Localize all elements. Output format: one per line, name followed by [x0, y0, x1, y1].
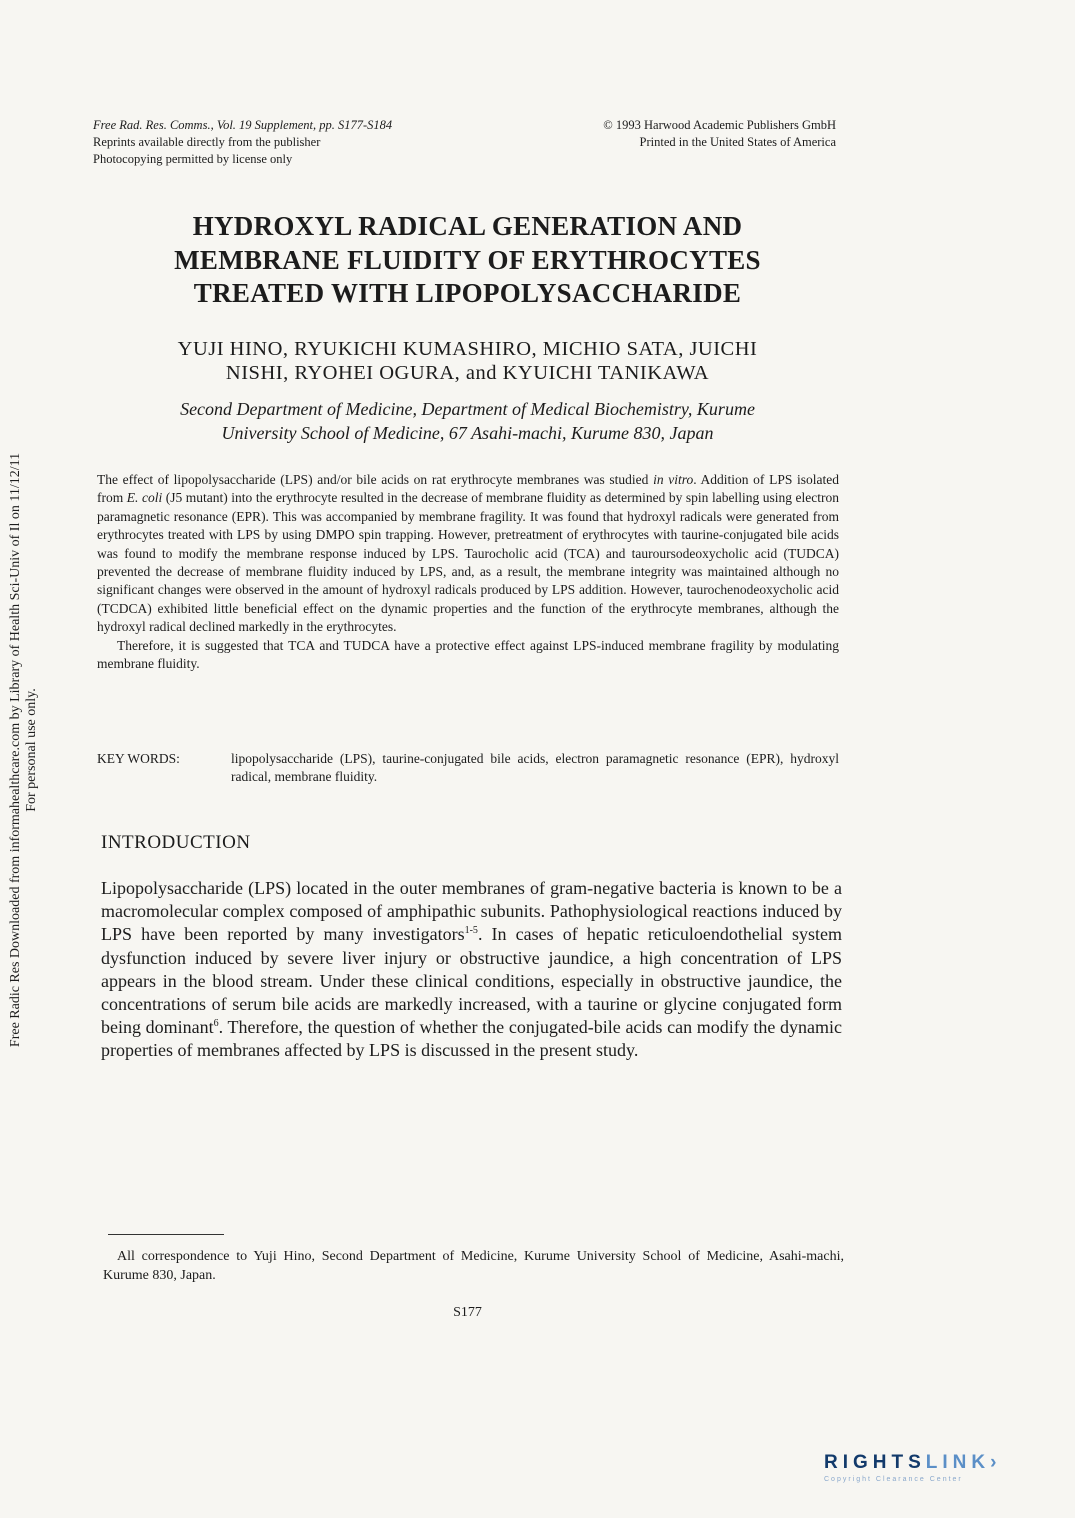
correspondence-footnote: All correspondence to Yuji Hino, Second Department of Medicine, Kurume University School of Medicine, Asahi-machi, Kurume 830, Japan. — [103, 1249, 844, 1283]
title-line-3: TREATED WITH LIPOPOLYSACCHARIDE — [193, 278, 742, 308]
author-list — [60, 337, 875, 385]
introduction-paragraph: Lipopolysaccharide (LPS) located in the outer membranes of gram-negative bacteria is known to be a macromolecular complex composed of amphipathic subunits. Pathophysiological reactions induced by LPS have been reported by many investigators$^{1-5}$. In cases of hepatic reticuloendothelial system dysfunction induced by severe liver injury or obstructive jaundice, a high concentration of LPS appears in the blood stream. Under these clinical conditions, especially in obstructive jaundice, the concentrations of serum bile acids are markedly increased, with a taurine or glycine conjugated form being dominant$^6$. Therefore, the question of whether the conjugated-bile acids can modify the dynamic properties of membranes affected by LPS is discussed in the present study. — [101, 878, 843, 1061]
affiliation-line-1: Second Department of Medicine, Department of Medical Biochemistry, Kurume — [180, 399, 755, 419]
journal-citation-line-2: Reprints available directly from the publisher — [93, 135, 321, 149]
download-note-line-2: For personal use only. — [24, 688, 39, 812]
citation-ref-6: 6 — [213, 1018, 219, 1030]
affiliation — [60, 397, 875, 445]
title-line-1: HYDROXYL RADICAL GENERATION AND — [192, 211, 743, 241]
author-line-2: NISHI, RYOHEI OGURA, and KYUICHI TANIKAWA — [225, 362, 710, 384]
download-note-line-1: Free Radic Res Downloaded from informahealthcare.com by Library of Health Sci-Univ of Il on 11/12/11 — [8, 452, 23, 1048]
keywords-label: KEY WORDS: — [97, 751, 180, 766]
publisher-notice-line-2: Printed in the United States of America — [639, 135, 836, 149]
abstract — [97, 471, 839, 673]
page-number: S177 — [453, 1305, 482, 1320]
abstract-paragraph-1: The effect of lipopolysaccharide (LPS) and/or bile acids on rat erythrocyte membranes was studied in vitro. Addition of LPS isolated from E. coli (J5 mutant) into the erythrocyte resulted in the decrease of membrane fluidity as determined by spin labelling using electron paramagnetic resonance (EPR). This was accompanied by membrane fragility. It was found that hydroxyl radicals were generated from erythrocytes treated with LPS by using DMPO spin trapping. However, pretreatment of erythrocytes with taurine-conjugated bile acids was found to modify the membrane response induced by LPS. Taurocholic acid (TCA) and tauroursodeoxycholic acid (TUDCA) prevented the decrease of membrane fluidity induced by LPS, and, as a result, the membrane integrity was maintained although no significant changes were observed in the amount of hydroxyl radicals produced by LPS addition. However, taurochenodeoxycholic acid (TCDCA) exhibited little beneficial effect on the dynamic properties and the function of the erythrocyte membranes, although the hydroxyl radical declined markedly in the erythrocytes. — [97, 472, 840, 635]
rightslink-arrow-icon: › — [990, 1452, 1002, 1473]
rightslink-subtitle: Copyright Clearance Center — [824, 1476, 963, 1483]
publisher-notice — [520, 117, 836, 151]
journal-citation-line-1: Free Rad. Res. Comms., Vol. 19 Supplement, pp. S177-S184 — [93, 118, 393, 132]
paper-title — [60, 210, 875, 311]
rightslink-wordmark: RIGHTSLINK› — [824, 1452, 1002, 1473]
citation-ref-1-5: 1-5 — [464, 925, 478, 937]
download-watermark-note — [8, 390, 40, 1110]
affiliation-line-2: University School of Medicine, 67 Asahi-machi, Kurume 830, Japan — [221, 423, 714, 443]
journal-citation — [93, 117, 523, 168]
keywords-text: lipopolysaccharide (LPS), taurine-conjugated bile acids, electron paramagnetic resonance (EPR), hydroxyl radical, membrane fluidity. — [231, 751, 839, 785]
title-line-2: MEMBRANE FLUIDITY OF ERYTHROCYTES — [174, 244, 761, 275]
author-line-1: YUJI HINO, RYUKICHI KUMASHIRO, MICHIO SATA, JUICHI — [177, 338, 758, 360]
keywords — [97, 750, 839, 787]
journal-citation-line-3: Photocopying permitted by license only — [93, 152, 293, 166]
publisher-notice-line-1: © 1993 Harwood Academic Publishers GmbH — [603, 118, 836, 132]
footnote-divider — [108, 1234, 224, 1235]
abstract-paragraph-2: Therefore, it is suggested that TCA and TUDCA have a protective effect against LPS-induced membrane fragility by modulating membrane fluidity. — [97, 637, 839, 672]
introduction-heading: INTRODUCTION — [101, 832, 251, 853]
rightslink-logo — [824, 1452, 1064, 1498]
introduction-body — [101, 877, 842, 1063]
